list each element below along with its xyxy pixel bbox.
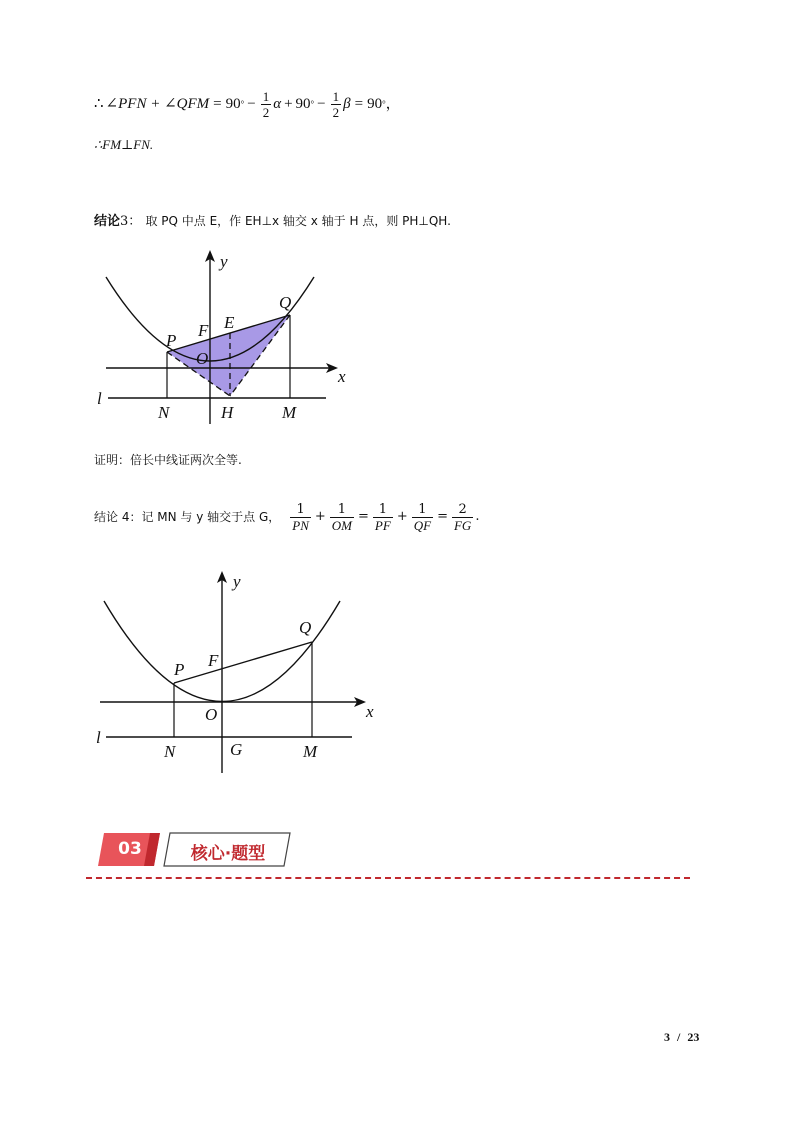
label-f: F: [198, 321, 209, 340]
fraction-om-den: OM: [331, 517, 353, 533]
alpha-symbol: α: [273, 96, 282, 112]
page-current: 3: [664, 1030, 670, 1044]
conclusion-4-label: 结论 4：: [94, 510, 142, 524]
proof-line-angle-sum: [94, 86, 401, 122]
segment-pq-2: [174, 642, 312, 683]
conclusion-3-text: 取 PQ 中点 E，作 EH⊥x 轴交 x 轴于 H 点，则 PH⊥QH.: [145, 214, 451, 228]
label-l-2: l: [96, 728, 101, 747]
equals-sign-2: =: [354, 96, 364, 112]
fraction-pf-den: PF: [374, 517, 391, 533]
label-h: H: [221, 403, 234, 422]
fraction-pn: [290, 502, 311, 533]
conclusion-3-label: 结论: [94, 214, 121, 229]
label-q: Q: [279, 293, 292, 312]
fraction-pf-num: 1: [378, 501, 387, 517]
label-f-2: F: [208, 651, 219, 670]
fraction-om-num: 1: [337, 501, 347, 517]
label-p-2: P: [174, 660, 185, 679]
label-g-2: G: [230, 740, 243, 759]
page-separator: /: [677, 1030, 681, 1044]
label-y: y: [220, 252, 228, 271]
fraction-pn-den: PN: [292, 517, 309, 533]
half-den-2: 2: [332, 104, 340, 120]
section-number: 03: [118, 839, 142, 859]
label-o-2: O: [205, 705, 218, 724]
degree-3: °: [382, 99, 386, 109]
ninety-2: 90: [295, 96, 311, 112]
proof-3-text: 证明：倍长中线证两次全等.: [94, 453, 242, 467]
label-m: M: [282, 403, 297, 422]
beta-symbol: β: [343, 96, 351, 112]
half-fraction-2: [331, 89, 342, 120]
conclusion-4: [94, 497, 479, 537]
ninety-1: 90: [225, 96, 241, 112]
label-m-2: M: [303, 742, 318, 761]
degree-1: °: [240, 99, 245, 109]
figure-4-parabola-diagram: [90, 565, 390, 775]
fraction-fg: [452, 502, 473, 533]
conclusion-3-number: 3：: [120, 214, 142, 229]
label-p: P: [166, 331, 177, 350]
equals-sign: =: [213, 96, 222, 112]
conclusion-4-end: .: [475, 509, 480, 524]
label-x: x: [338, 367, 346, 386]
conclusion-4-text: 记 MN 与 y 轴交于点 G，: [141, 510, 281, 524]
minus-1: −: [247, 96, 256, 112]
fraction-fg-num: 2: [458, 501, 467, 517]
section-title: 核心·题型: [190, 844, 266, 864]
fraction-pf: [373, 502, 393, 533]
op-equals-1: =: [358, 509, 369, 524]
ninety-3: 90: [367, 96, 383, 112]
page-number: [664, 1030, 699, 1045]
op-equals-2: =: [437, 509, 448, 524]
fraction-qf-num: 1: [418, 501, 427, 517]
label-x-2: x: [366, 702, 374, 721]
label-n: N: [158, 403, 170, 422]
fraction-om: [330, 502, 354, 533]
label-q-2: Q: [299, 618, 312, 637]
half-num-2: 1: [332, 88, 340, 104]
label-n-2: N: [164, 742, 176, 761]
page-total: 23: [687, 1030, 700, 1044]
minus-2: −: [317, 96, 326, 112]
fraction-qf-den: QF: [413, 517, 432, 533]
section-header: [98, 831, 298, 869]
half-num-1: 1: [262, 88, 270, 104]
fraction-pn-num: 1: [296, 501, 305, 517]
label-l: l: [97, 389, 102, 408]
fraction-fg-den: FG: [453, 517, 472, 533]
half-den-1: 2: [262, 104, 270, 120]
fraction-qf: [412, 502, 433, 533]
plus-1: +: [284, 96, 293, 112]
conclusion-3: [94, 212, 451, 231]
proof-line-perpendicular: ∴FM⊥FN.: [94, 137, 154, 152]
line-end-comma: ，: [385, 96, 401, 112]
angle-sum-lhs: ∠PFN + ∠QFM: [105, 96, 210, 112]
op-plus-2: +: [396, 509, 408, 524]
label-o: O: [196, 349, 209, 368]
label-y-2: y: [233, 572, 241, 591]
op-plus-1: +: [314, 509, 326, 524]
half-fraction-1: [261, 89, 272, 120]
section-dash-divider: [86, 877, 690, 879]
label-e: E: [224, 313, 235, 332]
therefore-symbol: ∴: [94, 96, 104, 112]
degree-2: °: [310, 99, 315, 109]
figure-3-parabola-diagram: [94, 242, 364, 432]
